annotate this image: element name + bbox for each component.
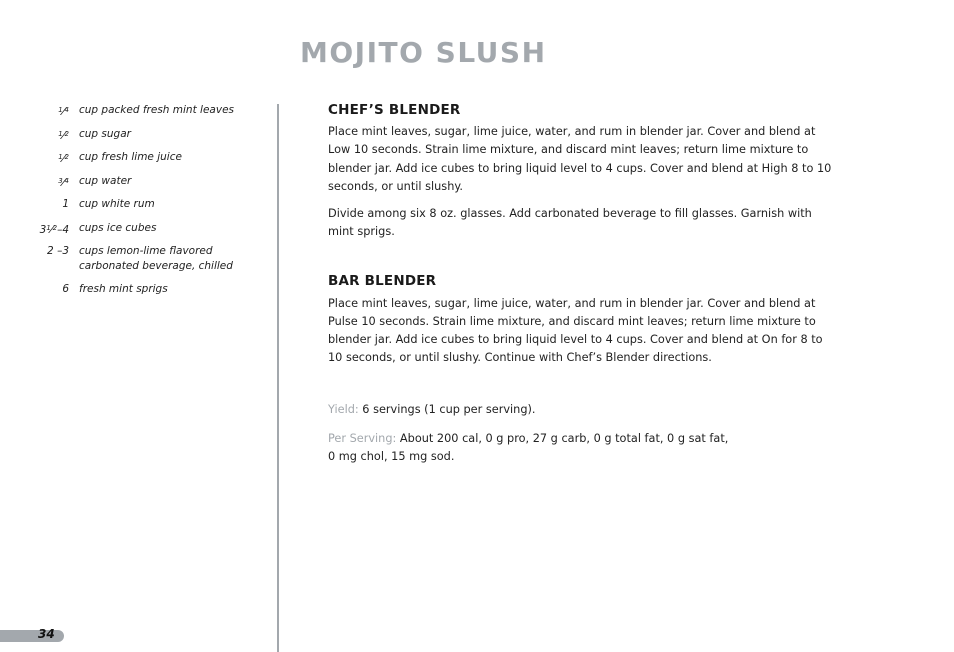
- section-bar-blender: [328, 272, 840, 367]
- section-heading: CHEF’S BLENDER: [328, 102, 461, 118]
- paragraph: Divide among six 8 oz. glasses. Add carbonated beverage to fill glasses. Garnish with mint sprigs.: [328, 207, 812, 239]
- per-serving-value: About 200 cal, 0 g pro, 27 g carb, 0 g total fat, 0 g sat fat,: [399, 431, 729, 445]
- ingredient-text: cup white rum: [79, 198, 155, 210]
- ingredient-quantity: $^1$⁄$^2$: [58, 130, 69, 142]
- yield-label: Yield:: [328, 403, 359, 417]
- ingredient-text: cup fresh lime juice: [79, 151, 182, 163]
- ingredient-text: fresh mint sprigs: [79, 283, 168, 295]
- ingredient-text: cup sugar: [79, 128, 131, 140]
- per-serving-label: Per Serving:: [328, 431, 397, 445]
- column-divider: [277, 104, 279, 652]
- ingredient-quantity: $^3$⁄$^4$: [58, 177, 69, 189]
- ingredient-text: cups lemon-lime flavored carbonated beverage, chilled: [79, 245, 233, 272]
- page-number: 34: [38, 627, 55, 641]
- ingredient-quantity: $^1$⁄$^4$: [58, 106, 69, 118]
- section-chefs-blender: [328, 101, 840, 241]
- section-heading: BAR BLENDER: [328, 273, 437, 290]
- ingredient-quantity: 1: [62, 198, 69, 210]
- ingredient-text: cup water: [79, 175, 132, 187]
- ingredient-text: cups ice cubes: [79, 222, 157, 234]
- directions: [328, 101, 840, 466]
- paragraph: Place mint leaves, sugar, lime juice, water, and rum in blender jar. Cover and blend at Low 10 seconds. Strain lime mixture, and discard mint leaves; return lime mixture to blender jar. Add ice cubes to bring liquid level to 4 cups. Cover and blend at High 8 to 10 seconds, or until slushy.: [328, 125, 832, 193]
- ingredient-quantity: $^1$⁄$^2$: [58, 153, 69, 165]
- ingredient-quantity: $3^1⁄^2-4$: [39, 224, 69, 236]
- page-title: MOJITO SLUSH: [300, 36, 547, 69]
- paragraph: Place mint leaves, sugar, lime juice, water, and rum in blender jar. Cover and blend at Pulse 10 seconds. Strain lime mixture, and discard mint leaves; return lime mixture to blender jar. Add ice cubes to bring liquid level to 4 cups. Cover and blend at On for 8 to 10 seconds, or until slushy. Continue with Chef’s Blender directions.: [328, 296, 823, 365]
- per-serving-value-2: 0 mg chol, 15 mg sod.: [328, 449, 455, 463]
- ingredient-quantity: 2 –3: [47, 245, 69, 257]
- yield-value: 6 servings (1 cup per serving).: [362, 403, 536, 417]
- ingredient-text: cup packed fresh mint leaves: [79, 104, 234, 116]
- ingredient-quantity: 6: [62, 283, 69, 295]
- yield-line: [328, 401, 840, 419]
- per-serving-block: [328, 430, 840, 466]
